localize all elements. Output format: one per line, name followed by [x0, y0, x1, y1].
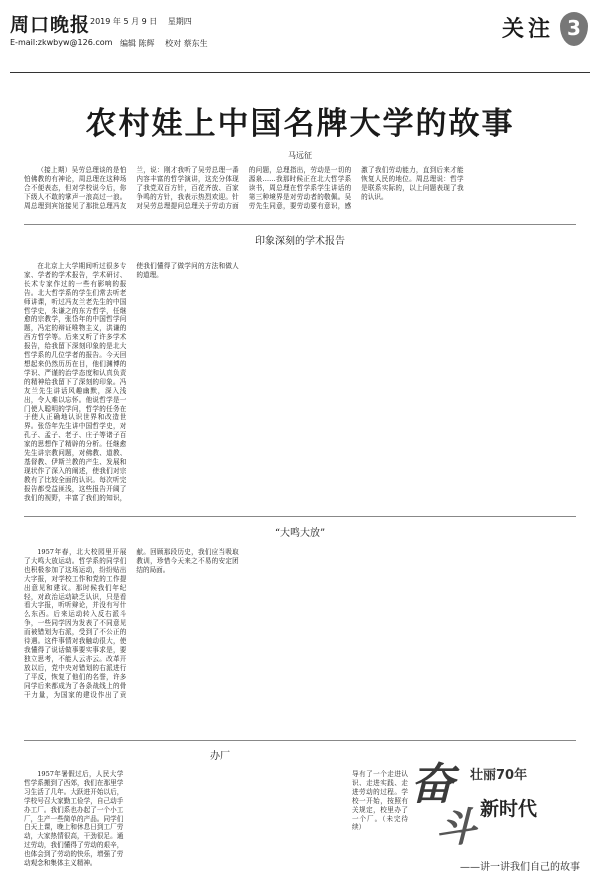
contact-email: E-mail:zkwbyw@126.com: [10, 38, 113, 47]
section-divider: [24, 224, 576, 225]
section3-paragraph: 1957年暑假过后，人民大学哲学系搬到了西郊，我们在那里学习生活了几年。大跃进开始以后，学校号召大家勤工俭学，自己动手办工厂。我们系也办起了一个小工厂，生产一些简单的产品。同学们白天上课，晚上和休息日到工厂劳动，大家热情很高，干劲很足。通过劳动，我们懂得了劳动的艰辛，也体会到了劳动的快乐，增强了劳动观念和集体主义精神。: [24, 770, 124, 868]
banner-calligraphy-dou: 斗: [436, 804, 476, 851]
series-banner: [410, 748, 590, 888]
issue-weekday: 星期四: [167, 17, 192, 26]
section2-paragraph: 1957年春，北大校园里开展了大鸣大放运动。哲学系的同学们也积极参加了这场运动，纷纷贴出大字报，对学校工作和党的工作提出意见和建议。那时候我们年纪轻，对政治运动缺乏认识，只是看看大字报，听听辩论，并没有写什么东西。后来运动转入反右派斗争，一些同学因为发表了不同意见而被错划为右派，受到了不公正的待遇。这件事情对我触动很大，使我懂得了说话做事要实事求是，要独立思考，不能人云亦云。改革开放以后，党中央对错划的右派进行了平反，恢复了他们的名誉，许多同学后来都成为了各条战线上的骨干力量，为国家的建设作出了贡献。回顾那段历史，我们应当吸取教训，珍惜今天来之不易的安定团结的局面。: [24, 548, 239, 699]
section3-title: 办厂: [210, 751, 230, 762]
section1-title: 印象深刻的学术报告: [255, 236, 345, 247]
section2-title: “大鸣大放”: [274, 528, 326, 539]
article-byline: 马远征: [288, 151, 312, 160]
article-headline: 农村娃上中国名牌大学的故事: [85, 106, 515, 142]
masthead-rule: [10, 72, 590, 73]
section-divider: [24, 516, 576, 517]
section3-aside: 导有了一个走进认识、走进实践、走进劳动的过程。学校一开始，按照有关规定，校里办了一个厂。（未完待续）: [352, 770, 408, 832]
proof-credit: 校对 蔡东生: [165, 39, 208, 48]
staff-row: [120, 38, 216, 49]
section1-paragraph: 在北京上大学期间听过很多专家、学者的学术报告，学术研讨、长术专家作过的一些有影响的报告。北大哲学系的学生们常去听老师讲课，听过冯友兰老先生的中国哲学史，朱谦之的东方哲学，任继愈的宗教学，张岱年的中国哲学问题，冯定的辩证唯物主义，洪谦的西方哲学等。后来又听了许多学术报告，给我留下深刻印象的是北大哲学系的几位学者的报告。今天回想起来仍然历历在目，他们渊博的学识、严谨的治学态度和认真负责的精神给我留下了深刻的印象。冯友兰先生讲话风趣幽默，深入浅出，令人难以忘怀。他说哲学是一门使人聪明的学问，哲学的任务在于使人正确地认识世界和改造世界。张岱年先生讲中国哲学史，对孔子、孟子、老子、庄子等诸子百家的思想作了精辟的分析。任继愈先生讲宗教问题，对佛教、道教、基督教、伊斯兰教的产生、发展和现状作了深入的阐述，使我们对宗教有了比较全面的认识。每次听完报告都受益匪浅，这些报告开阔了我们的视野，丰富了我们的知识，使我们懂得了做学问的方法和做人的道理。: [24, 262, 239, 502]
section2-body: [24, 548, 576, 708]
newspaper-logo: 周口晚报: [10, 14, 91, 36]
masthead: [10, 8, 590, 68]
section-title: 关注: [501, 16, 554, 42]
section3-body: [24, 770, 342, 878]
editor-credit: 编辑 陈辉: [120, 39, 155, 48]
section1-body: [24, 262, 576, 508]
section-divider: [24, 740, 576, 741]
intro-paragraph: （接上期）吴劳总理谈的是怕怕佛教的有神论，周总理在这种场合不便表态，但对学校说今后，你下级人不敢的掌声一浪高过一浪。周总理到宾馆接见了那批总理冯友兰，说：刚才我听了吴劳总理一番内容丰富的哲学演讲，这充分体现了我党双百方针，百花齐放、百家争鸣的方针，我表示热烈欢迎。针对吴劳总理提问总理关于劳动方面的问题，总理指出，劳动是一切的源泉……我那时候正在北大哲学系读书，周总理在哲学系学生讲话的第三种境界是对劳动者的敬佩。吴劳先生同意，要劳动要有意识，感激了我们劳动能力，直到后来才能恢复人民的地位。周总理说：哲学是联系实际的，以上问题表现了我的认识。: [24, 166, 464, 210]
article-intro: [24, 166, 576, 218]
banner-line1: 壮丽70年: [470, 768, 528, 783]
banner-line3: ——讲一讲我们自己的故事: [460, 862, 580, 873]
issue-date: 2019 年 5 月 9 日: [90, 17, 158, 26]
page-number-badge: 3: [560, 12, 588, 46]
banner-line2: 新时代: [480, 798, 538, 820]
banner-calligraphy-fen: 奋: [410, 759, 454, 810]
issue-date-row: [90, 16, 200, 27]
